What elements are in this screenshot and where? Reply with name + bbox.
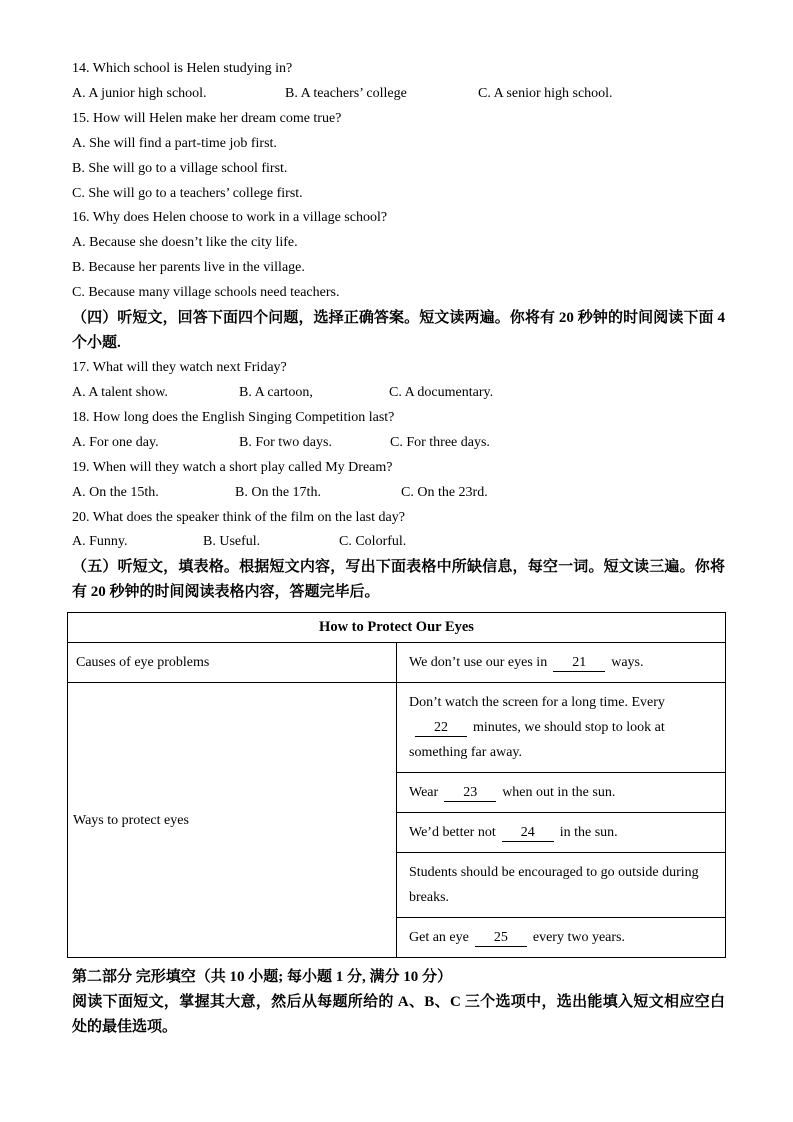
blank-22: 22 [415,720,467,737]
row-23-suffix: when out in the sun. [502,785,616,801]
question-20-options [72,530,725,555]
way-5-cell [397,918,726,958]
question-16-text: 16. Why does Helen choose to work in a village school? [72,210,388,226]
question-19-options [72,481,725,506]
question-18-text: 18. How long does the English Singing Competition last? [72,409,395,425]
section-4-instructions: （四）听短文，回答下面四个问题，选择正确答案。短文读两遍。你将有 20 秒钟的时间阅读下面 4 个小题. [72,310,725,352]
option-20-c: C. Colorful. [339,534,407,550]
option-17-b: B. A cartoon, [239,384,313,400]
way-4-text: Students should be encouraged to go outside during breaks. [409,865,699,906]
part2-instructions: 阅读下面短文，掌握其大意，然后从每题所给的 A、B、C 三个选项中，选出能填入短文相应空白处的最佳选项。 [72,994,725,1036]
row-22-prefix: Don’t watch the screen for a long time. Every [409,695,665,711]
row-25-prefix: Get an eye [409,930,469,946]
blank-23: 23 [444,785,496,802]
option-18-b: B. For two days. [239,434,332,450]
row-24-prefix: We’d better not [409,825,496,841]
option-15-b: B. She will go to a village school first. [72,160,288,176]
protect-eyes-table [67,612,726,958]
option-19-c: C. On the 23rd. [401,484,488,500]
question-17-text: 17. What will they watch next Friday? [72,360,287,376]
row-24-suffix: in the sun. [559,825,618,841]
option-19-b: B. On the 17th. [235,484,321,500]
option-14-a: A. A junior high school. [72,85,207,101]
question-19-text: 19. When will they watch a short play called My Dream? [72,459,393,475]
option-16-b: B. Because her parents live in the village. [72,260,305,276]
table-title-row [68,613,726,643]
way-1-cell [397,683,726,773]
option-15-c: C. She will go to a teachers’ college first. [72,185,303,201]
causes-content-cell [397,643,726,683]
option-19-a: A. On the 15th. [72,484,159,500]
option-18-c: C. For three days. [390,434,490,450]
option-20-b: B. Useful. [203,534,261,550]
question-14-options [72,82,725,107]
option-17-a: A. A talent show. [72,384,168,400]
question-15-text: 15. How will Helen make her dream come true? [72,110,342,126]
question-20-text: 20. What does the speaker think of the film on the last day? [72,509,405,525]
question-17-options [72,381,725,406]
option-16-c: C. Because many village schools need teachers. [72,285,340,301]
blank-21: 21 [553,655,605,672]
way-4-cell [397,853,726,918]
table-row-causes [68,643,726,683]
ways-label-cell: Ways to protect eyes [68,683,397,958]
section-5-instructions: （五）听短文，填表格。根据短文内容，写出下面表格中所缺信息，每空一词。短文读三遍。你将有 20 秒钟的时间阅读表格内容，答题完毕后。 [72,559,725,601]
row-21-suffix: ways. [611,655,644,671]
option-16-a: A. Because she doesn’t like the city life. [72,235,298,251]
row-22-suffix: minutes, we should stop to look at something far away. [409,720,665,761]
option-14-c: C. A senior high school. [478,85,613,101]
option-17-c: C. A documentary. [389,384,494,400]
table-row-way-1 [68,683,726,773]
way-3-cell [397,813,726,853]
option-14-b: B. A teachers’ college [285,85,407,101]
row-25-suffix: every two years. [532,930,625,946]
row-23-prefix: Wear [409,785,439,801]
option-15-a: A. She will find a part-time job first. [72,135,277,151]
way-2-cell [397,773,726,813]
blank-25: 25 [475,930,527,947]
question-18-options [72,431,725,456]
option-20-a: A. Funny. [72,534,128,550]
blank-24: 24 [502,825,554,842]
table-title: How to Protect Our Eyes [68,613,726,643]
row-21-prefix: We don’t use our eyes in [409,655,548,671]
question-14-text: 14. Which school is Helen studying in? [72,61,293,76]
causes-label-cell: Causes of eye problems [68,643,397,683]
option-18-a: A. For one day. [72,434,159,450]
part2-heading: 第二部分 完形填空（共 10 小题; 每小题 1 分, 满分 10 分） [72,969,452,986]
